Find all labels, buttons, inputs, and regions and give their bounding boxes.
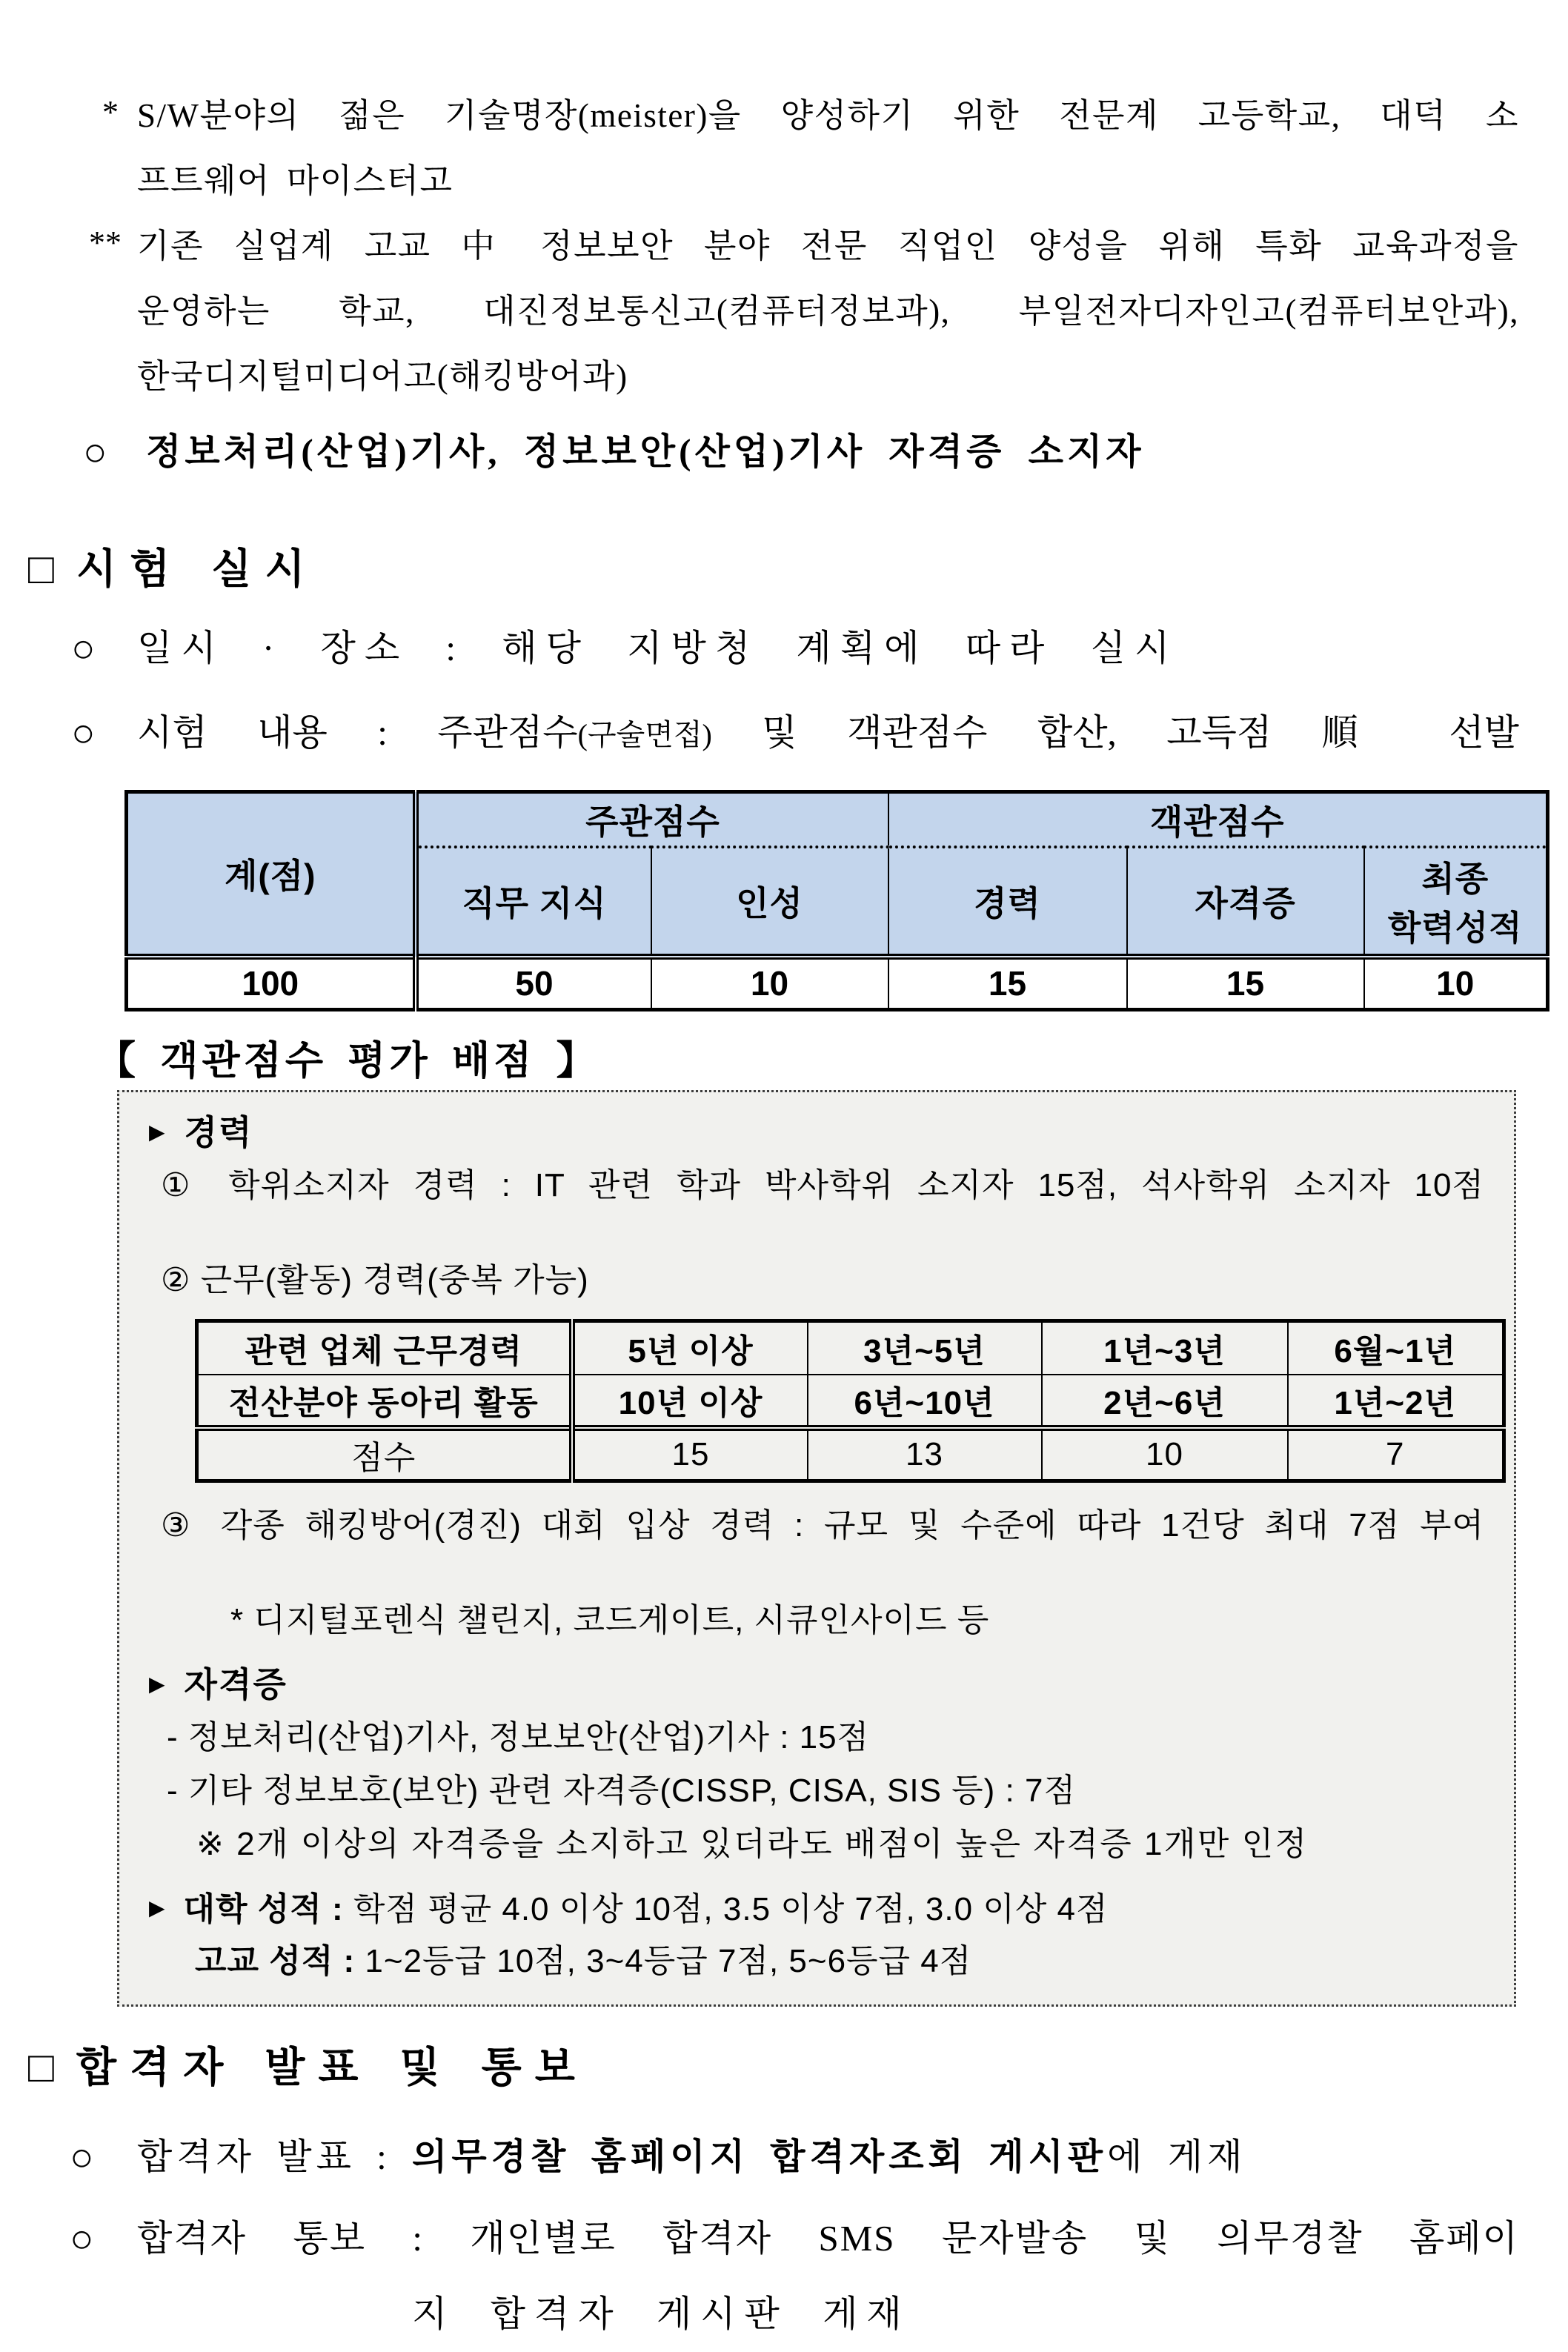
footnote-text: 프트웨어 마이스터고: [137, 162, 454, 199]
score-table-objective-group: 객관점수: [888, 792, 1548, 847]
career-bullet-line: [149, 1112, 1484, 1153]
score-table-value: 15: [888, 957, 1127, 1010]
asterisk-marker: *: [102, 94, 119, 130]
section-title-text: 시험 실시: [76, 547, 319, 593]
footnote-text: S/W분야의 젊은 기술명장(meister)을 양성하기 위한 전문계 고등학교, 대덕 소: [137, 97, 1519, 134]
score-table-value: 15: [1127, 957, 1364, 1010]
score-table-value: 10: [651, 957, 888, 1010]
career-table-cell: 점수: [197, 1428, 572, 1481]
footnote-line: [0, 279, 1519, 344]
result-notify-text: 합격자 통보 : 개인별로 합격자 SMS 문자발송 및 의무경찰 홈페이: [137, 2218, 1519, 2259]
career-table-cell: 10: [1042, 1428, 1288, 1481]
footnote-line: [0, 344, 1519, 409]
result-announce-bold: 의무경찰 홈페이지 합격자조회 게시판: [412, 2136, 1108, 2177]
triangle-bullet-icon: ▶: [149, 1120, 167, 1143]
footnote-text: 운영하는 학교, 대진정보통신고(컴퓨터정보과), 부일전자디자인고(컴퓨터보안과),: [137, 293, 1519, 330]
score-table-subjective-group: 주관점수: [416, 792, 888, 847]
result-announce-line: [0, 2119, 1519, 2195]
double-asterisk-marker: **: [89, 225, 122, 261]
career-table-cell: 15: [572, 1428, 808, 1481]
footnote-text: 한국디지털미디어고(해킹방어과): [137, 358, 628, 395]
career-table-cell: 10년 이상: [572, 1375, 808, 1428]
work-career-line: ② 근무(활동) 경력(중복 가능): [161, 1262, 589, 1298]
university-grade-text: 학점 평균 4.0 이상 10점, 3.5 이상 7점, 3.0 이상 4점: [343, 1891, 1109, 1927]
result-announce-text: 에 게재: [1107, 2136, 1247, 2177]
evaluation-heading: 【 객관점수 평가 배점 】: [96, 1040, 599, 1083]
score-table-subheader-line: 학력성적: [1387, 908, 1523, 947]
career-table-row-club: [197, 1375, 1504, 1428]
exam-item-text: 시험 내용 : 주관점수: [137, 712, 578, 753]
career-score-table: [195, 1319, 1506, 1483]
career-table-cell: 전산분야 동아리 활동: [197, 1375, 572, 1428]
career-table-cell: 1년~2년: [1288, 1375, 1504, 1428]
result-notify-line: [0, 2201, 1519, 2276]
evaluation-box: [117, 1090, 1516, 2007]
career-table-cell: 1년~3년: [1042, 1321, 1288, 1375]
career-table-cell: 7: [1288, 1428, 1504, 1481]
footnote-line: [0, 213, 1519, 279]
university-grade-label: 대학 성적 :: [183, 1891, 344, 1927]
license-note-line: ※ 2개 이상의 자격증을 소지하고 있더라도 배점이 높은 자격증 1개만 인정: [196, 1826, 1309, 1862]
contest-career-line: ③ 각종 해킹방어(경진) 대회 입상 경력 : 규모 및 수준에 따라 1건당 최대 7점 부여: [161, 1507, 1484, 1544]
footnote-line: [0, 83, 1519, 148]
triangle-bullet-icon: ▶: [149, 1896, 166, 1919]
score-table-value: 100: [127, 957, 416, 1010]
license-bullet-line: [149, 1664, 1484, 1705]
career-table-cell: 5년 이상: [572, 1321, 808, 1375]
circle-bullet-icon: ○: [71, 626, 96, 671]
score-table-value: 10: [1364, 957, 1548, 1010]
score-table-subheader-line: 최종: [1421, 859, 1489, 898]
career-table-cell: 2년~6년: [1042, 1375, 1288, 1428]
highschool-grade-label: 고교 성적 :: [195, 1943, 356, 1979]
score-table-value-row: [127, 957, 1548, 1010]
exam-item-datetime: [0, 609, 1519, 688]
degree-career-line: ① 학위소지자 경력 : IT 관련 학과 박사학위 소지자 15점, 석사학위 소지자 10점: [161, 1167, 1484, 1203]
footnote-line: [0, 148, 1519, 213]
career-bullet-label: 경력: [184, 1113, 253, 1152]
circle-bullet-icon: ○: [70, 2216, 94, 2261]
university-grade-line: [149, 1887, 1484, 1930]
section-title-text: 합격자 발표 및 통보: [76, 2045, 588, 2091]
square-bullet-icon: □: [28, 2043, 55, 2091]
exam-item-text: 및 객관점수 합산, 고득점 順 선발: [711, 712, 1519, 753]
certificate-holder-item: [0, 413, 1519, 491]
highschool-grade-text: 1~2등급 10점, 3~4등급 7점, 5~6등급 4점: [355, 1943, 972, 1979]
career-table-cell: 13: [808, 1428, 1042, 1481]
circle-bullet-icon: ○: [83, 430, 107, 474]
career-table-cell: 6년~10년: [808, 1375, 1042, 1428]
certificate-holder-text: 정보처리(산업)기사, 정보보안(산업)기사 자격증 소지자: [146, 431, 1145, 472]
score-table-value: 50: [416, 957, 651, 1010]
square-bullet-icon: □: [28, 545, 55, 593]
score-table-subheader: 경력: [888, 847, 1127, 957]
result-notify-line-continued: 지 합격자 게시판 게재: [412, 2293, 911, 2334]
score-table-subheader: [1364, 847, 1548, 957]
score-table-subheader: 인성: [651, 847, 888, 957]
section-title-result: [28, 2033, 1519, 2102]
career-table-row-score: [197, 1428, 1504, 1481]
career-table-cell: 3년~5년: [808, 1321, 1042, 1375]
footnote-text: 기존 실업계 고교 中 정보보안 분야 전문 직업인 양성을 위해 특화 교육과정을: [137, 227, 1519, 265]
career-table-cell: 관련 업체 근무경력: [197, 1321, 572, 1375]
result-announce-text: 합격자 발표 :: [137, 2136, 413, 2177]
license-line: - 정보처리(산업)기사, 정보보안(산업)기사 : 15점: [167, 1719, 870, 1755]
score-table-subheader: 직무 지식: [416, 847, 651, 957]
score-table-total-header: 계(점): [127, 792, 416, 957]
career-table-cell: 6월~1년: [1288, 1321, 1504, 1375]
highschool-grade-line: [149, 1941, 1484, 1982]
circle-bullet-icon: ○: [70, 2135, 94, 2179]
exam-item-text-small: (구술면접): [577, 718, 712, 751]
contest-note-line: * 디지털포렌식 챌린지, 코드게이트, 시큐인사이드 등: [230, 1602, 990, 1638]
score-table-subheader: 자격증: [1127, 847, 1364, 957]
exam-item-content: [0, 694, 1519, 772]
license-bullet-label: 자격증: [184, 1665, 288, 1704]
circle-bullet-icon: ○: [71, 711, 96, 755]
exam-item-text: 일시 · 장소 : 해당 지방청 계획에 따라 실시: [137, 628, 1179, 668]
career-table-row-work: [197, 1321, 1504, 1375]
triangle-bullet-icon: ▶: [149, 1672, 167, 1695]
section-title-exam: [28, 535, 1519, 603]
license-line: - 기타 정보보호(보안) 관련 자격증(CISSP, CISA, SIS 등) : 7점: [167, 1773, 1076, 1809]
